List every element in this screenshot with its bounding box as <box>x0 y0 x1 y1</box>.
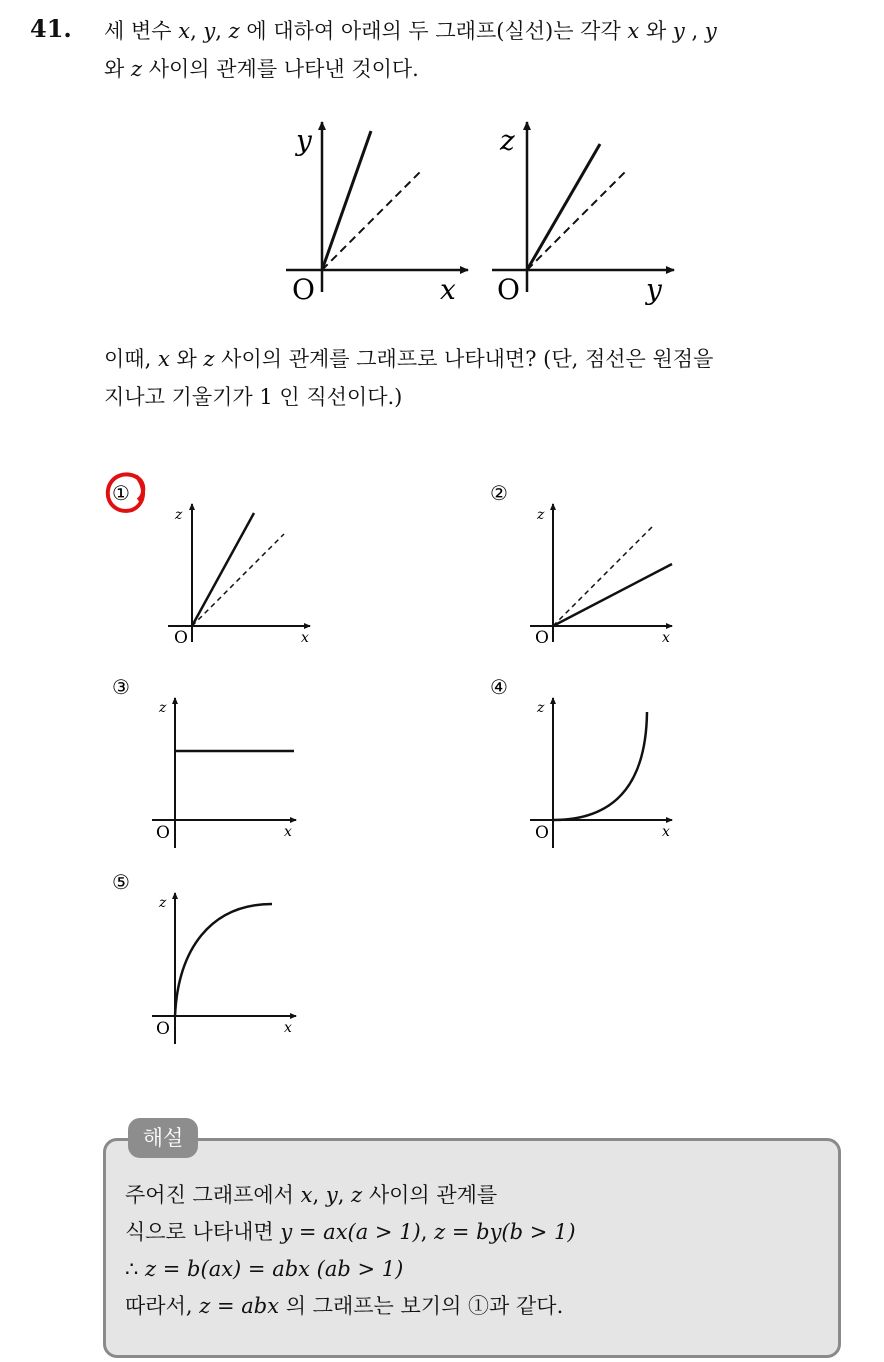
choice-label: ④ <box>490 675 508 699</box>
axis-label-z: z <box>537 700 545 716</box>
solid-line <box>192 513 254 626</box>
origin-label: O <box>156 823 170 843</box>
origin-label: O <box>497 273 520 306</box>
solid-line <box>527 144 600 270</box>
axis-label-x: x <box>284 824 292 840</box>
axis-label-y: y <box>646 273 662 306</box>
choice-4[interactable] <box>490 675 672 848</box>
solution-line-3: ∴ z = b(ax) = abx (ab > 1) <box>125 1257 404 1281</box>
question-line-2: 와 z 사이의 관계를 나타낸 것이다. <box>104 57 419 81</box>
axis-label-z: z <box>537 507 545 523</box>
choice-2[interactable] <box>490 481 672 648</box>
solid-line <box>553 564 672 626</box>
choice-label: ② <box>490 481 508 505</box>
axis-label-z: z <box>159 895 167 911</box>
axis-label-z: z <box>175 507 183 523</box>
sub-question-line-1: 이때, x 와 z 사이의 관계를 그래프로 나타내면? (단, 점선은 원점을 <box>104 347 714 371</box>
choice-5[interactable] <box>112 870 296 1044</box>
axis-label-z: z <box>159 700 167 716</box>
question-number: 41. <box>30 14 72 43</box>
choice-1[interactable] <box>108 474 310 648</box>
solution-box <box>103 1138 841 1358</box>
choice-label: ③ <box>112 675 130 699</box>
solution-tab: 해설 <box>128 1118 198 1158</box>
origin-label: O <box>535 628 549 648</box>
axis-label-x: x <box>440 273 456 306</box>
given-graph-xy <box>286 122 468 306</box>
choice-label: ① <box>112 481 130 505</box>
axis-label-z: z <box>500 124 515 157</box>
dashed-line <box>553 526 653 626</box>
axis-label-x: x <box>662 824 670 840</box>
solution-line-1: 주어진 그래프에서 x, y, z 사이의 관계를 <box>125 1183 498 1207</box>
origin-label: O <box>174 628 188 648</box>
dashed-line <box>322 170 422 270</box>
solid-curve <box>175 904 272 1016</box>
sub-question-line-2: 지나고 기울기가 1 인 직선이다.) <box>104 385 403 409</box>
origin-label: O <box>156 1019 170 1039</box>
axis-label-y: y <box>296 124 312 157</box>
axis-label-x: x <box>301 630 309 646</box>
solid-curve <box>553 712 647 820</box>
choice-label: ⑤ <box>112 870 130 894</box>
choice-3[interactable] <box>112 675 296 848</box>
origin-label: O <box>292 273 315 306</box>
question-line-1: 세 변수 x, y, z 에 대하여 아래의 두 그래프(실선)는 각각 x 와 y , y <box>104 19 717 43</box>
axis-label-x: x <box>662 630 670 646</box>
solution-line-2: 식으로 나타내면 y = ax(a > 1), z = by(b > 1) <box>125 1220 576 1244</box>
solid-line <box>322 131 371 270</box>
solution-line-4: 따라서, z = abx 의 그래프는 보기의 ①과 같다. <box>125 1294 564 1318</box>
given-graph-yz <box>492 122 674 306</box>
dashed-line <box>192 534 284 626</box>
origin-label: O <box>535 823 549 843</box>
axis-label-x: x <box>284 1020 292 1036</box>
